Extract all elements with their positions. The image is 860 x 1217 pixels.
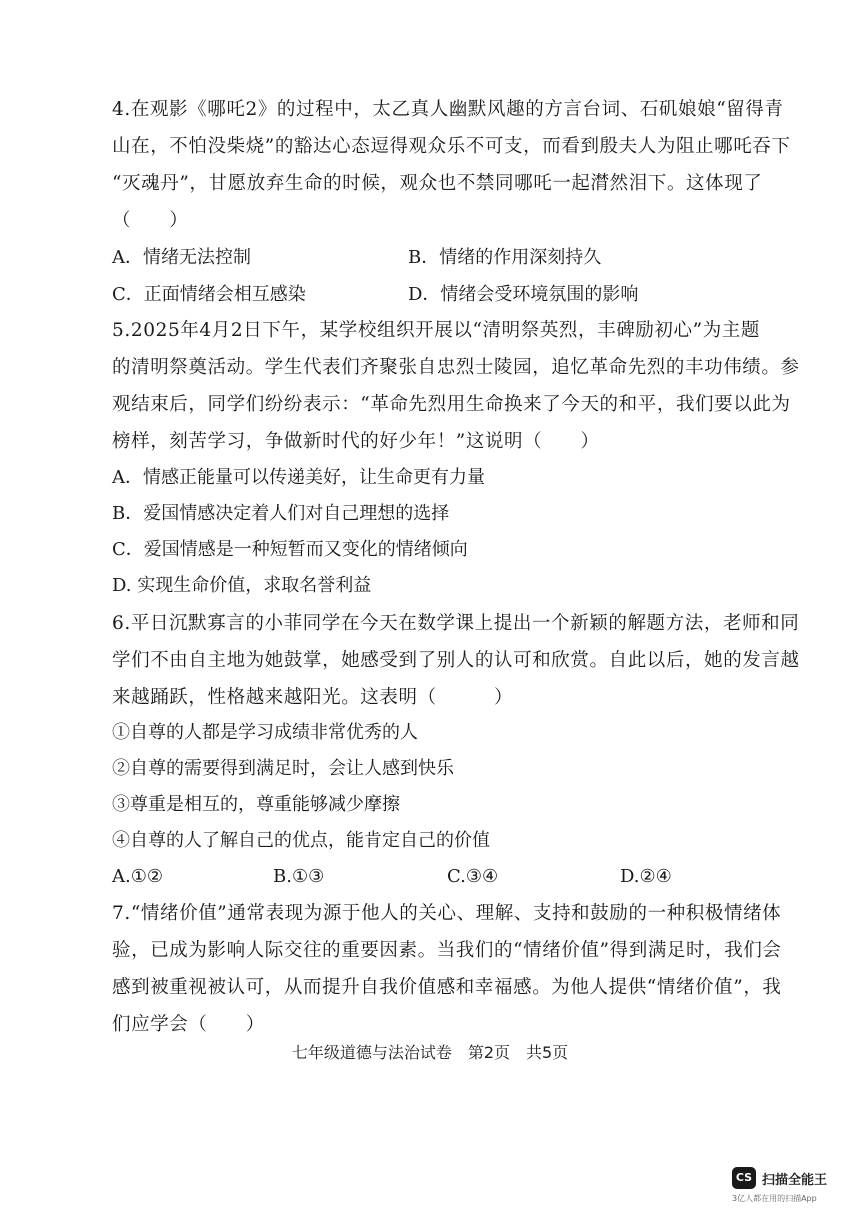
watermark-app-name: 扫描全能王 <box>762 1173 828 1188</box>
question-5-option-b: B．爱国情感决定着人们对自己理想的选择 <box>112 503 450 524</box>
question-6-line-2: 学们不由自主地为她鼓掌，她感受到了别人的认可和欣赏。自此以后，她的发言越 <box>112 650 800 671</box>
question-4-line-1: 4.在观影《哪吒2》的过程中，太乙真人幽默风趣的方言台词、石矶娘娘“留得青 <box>112 99 784 120</box>
watermark-tagline: 3亿人都在用的扫描App <box>732 1194 817 1203</box>
question-7-line-4: 们应学会（ ） <box>112 1014 265 1035</box>
question-6-option-c: C.③④ <box>447 866 499 887</box>
question-7-line-1: 7.“情绪价值”通常表现为源于他人的关心、理解、支持和鼓励的一种积极情绪体 <box>112 903 782 924</box>
question-4-option-a: A．情绪无法控制 <box>112 247 251 268</box>
question-5-option-d: D. 实现生命价值，求取名誉利益 <box>112 575 372 596</box>
question-6-statement-4: ④自尊的人了解自己的优点，能肯定自己的价值 <box>112 830 490 851</box>
question-6-line-3: 来越踊跃，性格越来越阳光。这表明（ ） <box>112 687 514 708</box>
question-6-option-b: B.①③ <box>273 866 325 887</box>
question-4-line-3: “灭魂丹”，甘愿放弃生命的时候，观众也不禁同哪吒一起潸然泪下。这体现了 <box>112 173 763 194</box>
question-4-option-c: C．正面情绪会相互感染 <box>112 284 306 305</box>
question-7-line-2: 验，已成为影响人际交往的重要因素。当我们的“情绪价值”得到满足时，我们会 <box>112 940 782 961</box>
question-6-statement-2: ②自尊的需要得到满足时，会让人感到快乐 <box>112 758 454 779</box>
question-6-statement-3: ③尊重是相互的，尊重能够减少摩擦 <box>112 794 400 815</box>
question-4-option-d: D．情绪会受环境氛围的影响 <box>408 284 639 305</box>
camscanner-logo-icon: CS <box>732 1167 756 1189</box>
question-5-line-1: 5.2025年4月2日下午，某学校组织开展以“清明祭英烈，丰碑励初心”为主题 <box>112 320 760 341</box>
question-4-option-b: B．情绪的作用深刻持久 <box>408 247 602 268</box>
page-footer: 七年级道德与法治试卷 第2页 共5页 <box>291 1043 569 1062</box>
question-6-option-d: D.②④ <box>620 866 672 887</box>
question-6-option-a: A.①② <box>112 866 163 887</box>
question-6-statement-1: ①自尊的人都是学习成绩非常优秀的人 <box>112 722 418 743</box>
question-5-line-3: 观结束后，同学们纷纷表示：“革命先烈用生命换来了今天的和平，我们要以此为 <box>112 394 791 415</box>
question-5-line-2: 的清明祭奠活动。学生代表们齐聚张自忠烈士陵园，追忆革命先烈的丰功伟绩。参 <box>112 357 800 378</box>
question-7-line-3: 感到被重视被认可，从而提升自我价值感和幸福感。为他人提供“情绪价值”，我 <box>112 977 782 998</box>
question-4-line-4: （ ） <box>112 210 189 231</box>
scanner-watermark <box>732 1167 842 1207</box>
question-5-option-a: A．情感正能量可以传递美好，让生命更有力量 <box>112 467 485 488</box>
question-5-option-c: C．爱国情感是一种短暂而又变化的情绪倾向 <box>112 539 468 560</box>
question-4-line-2: 山在，不怕没柴烧”的豁达心态逗得观众乐不可支，而看到殷夫人为阻止哪吒吞下 <box>112 136 791 157</box>
question-5-line-4: 榜样，刻苦学习，争做新时代的好少年！”这说明（ ） <box>112 431 600 452</box>
question-6-line-1: 6.平日沉默寡言的小菲同学在今天在数学课上提出一个新颖的解题方法，老师和同 <box>112 613 800 634</box>
